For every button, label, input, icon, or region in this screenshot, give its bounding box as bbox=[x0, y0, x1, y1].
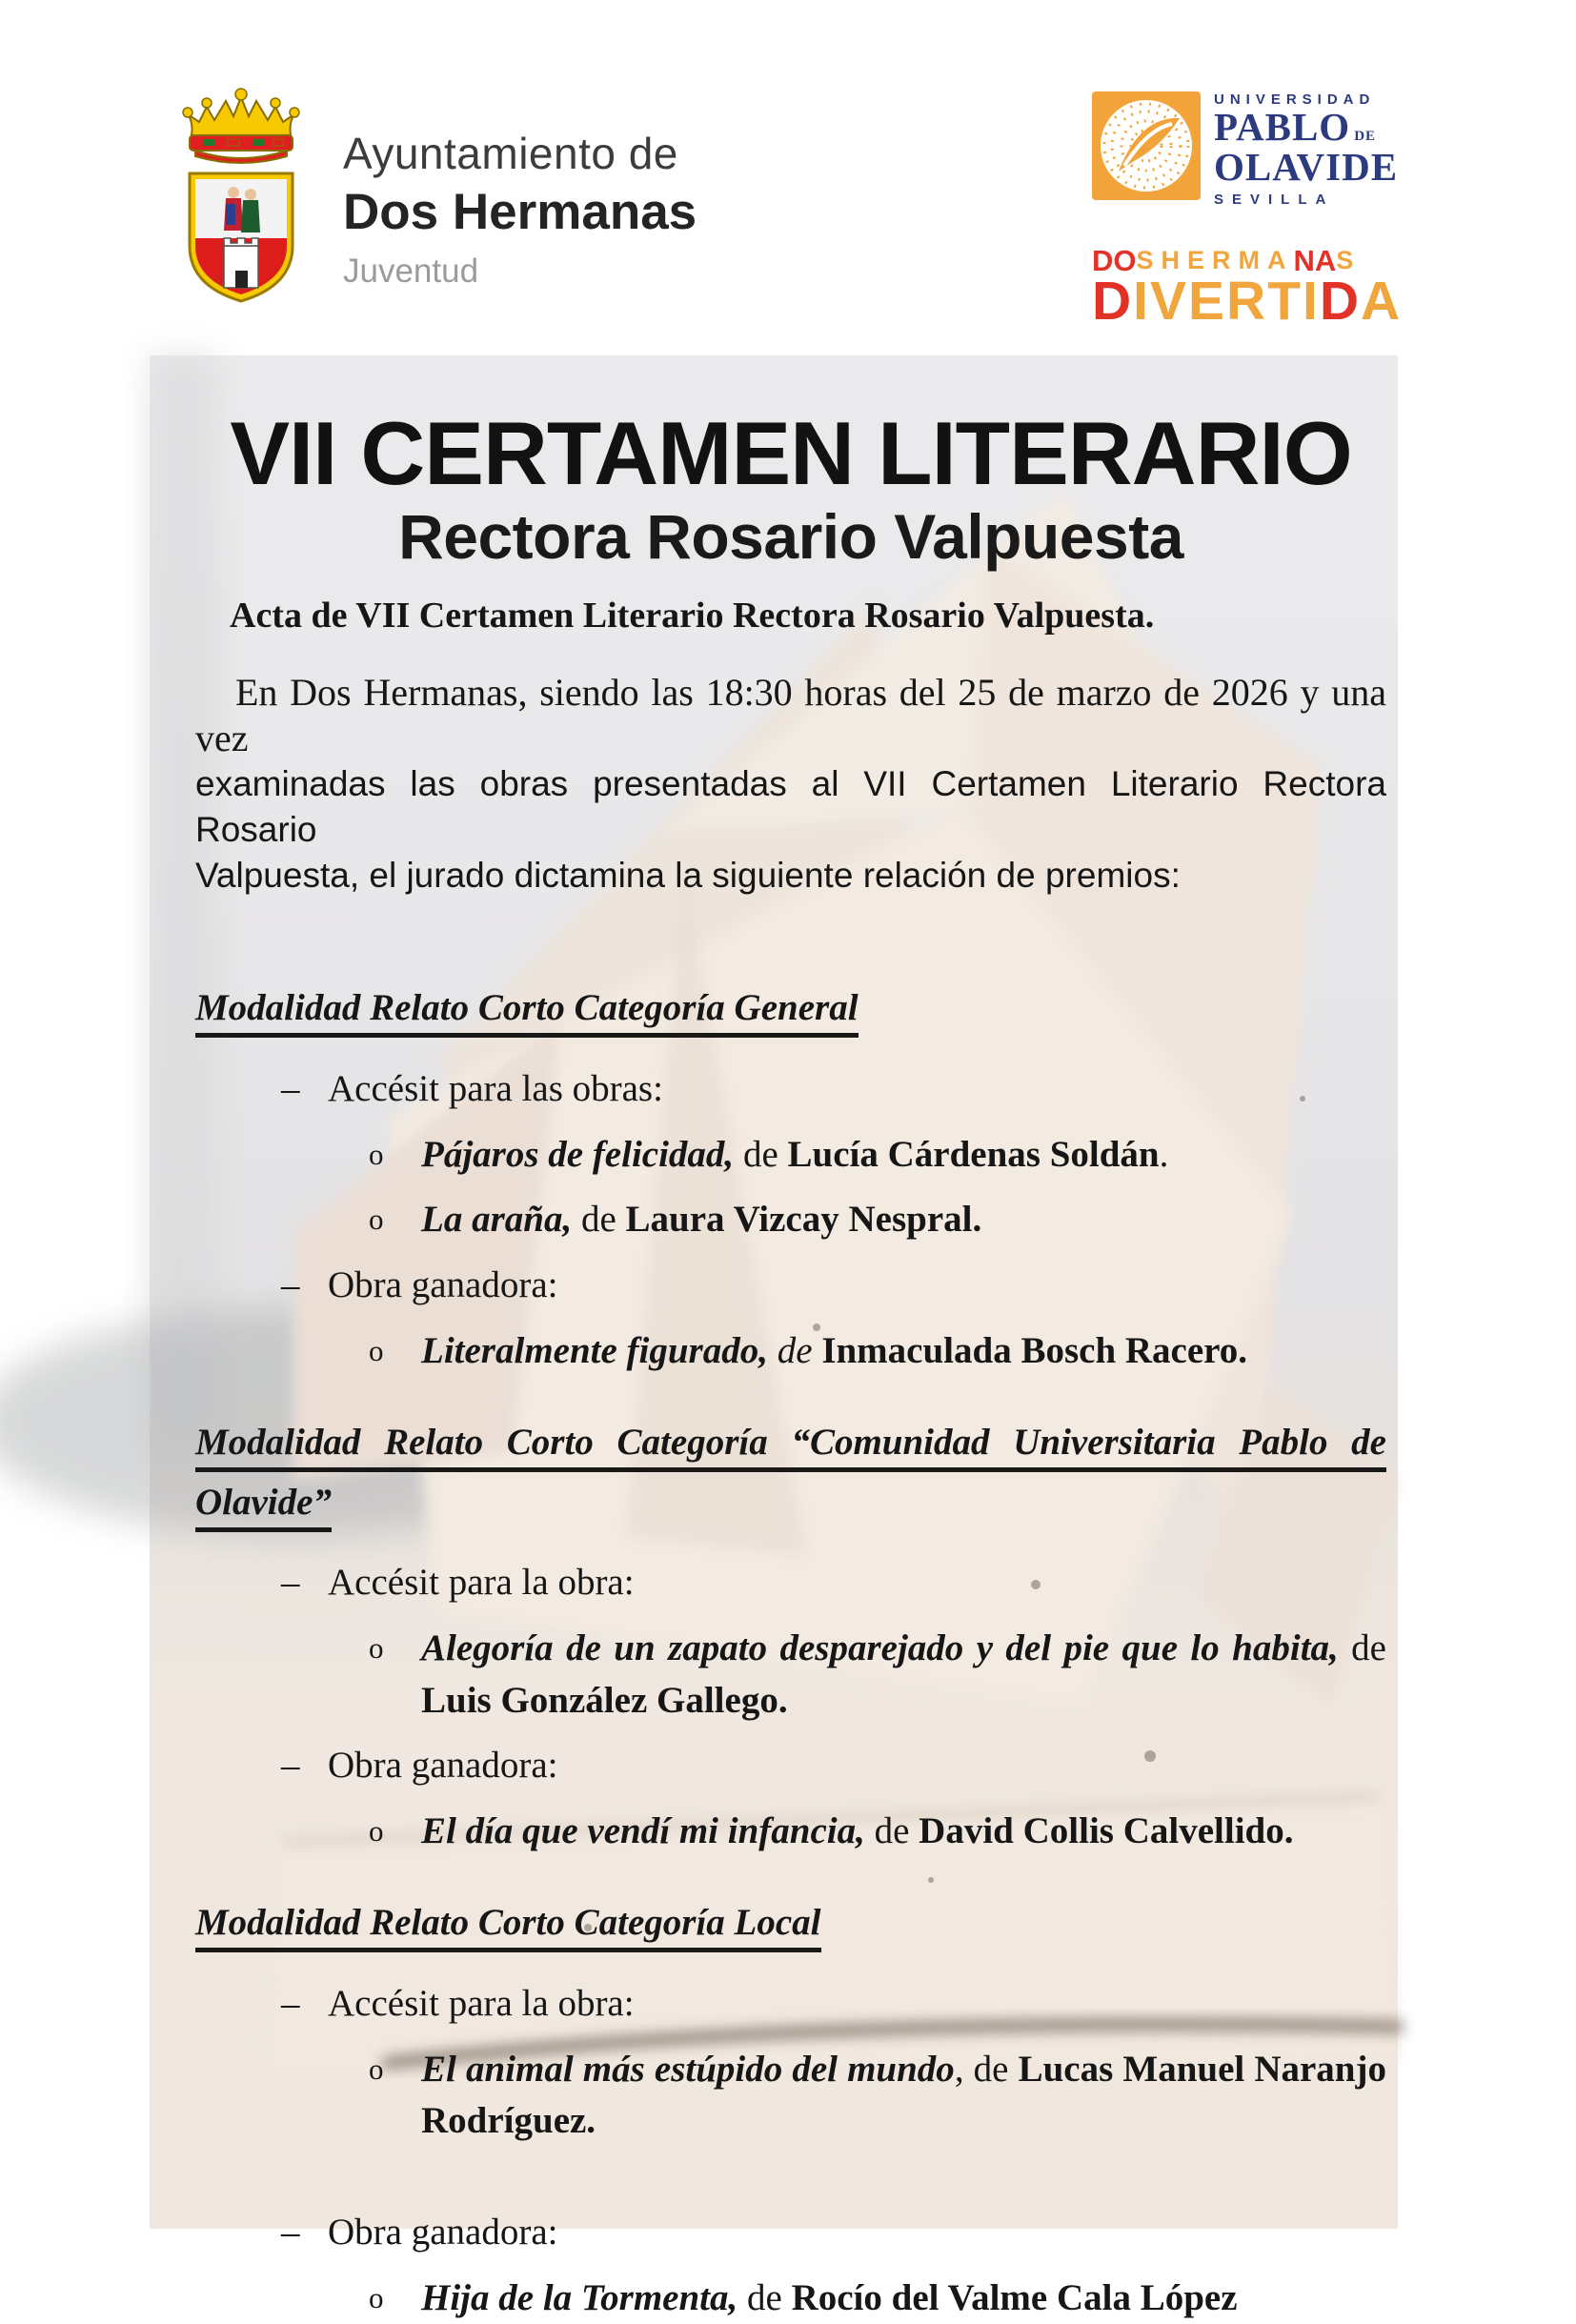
heading-line bbox=[195, 984, 1386, 1033]
text-segment: de bbox=[865, 1810, 919, 1851]
dash-bullet-icon: – bbox=[281, 1557, 328, 1609]
upo-logo bbox=[1092, 91, 1398, 208]
upo-universidad: UNIVERSIDAD bbox=[1214, 91, 1398, 108]
text-segment: de bbox=[1339, 1627, 1386, 1668]
list-item bbox=[195, 1194, 1386, 1246]
acta-line: Acta de VII Certamen Literario Rectora Rosario Valpuesta. bbox=[195, 593, 1386, 639]
item-text bbox=[421, 1129, 1386, 1182]
list-item bbox=[195, 1557, 1386, 1609]
modality-heading bbox=[195, 1419, 1386, 1526]
item-text bbox=[328, 1063, 1386, 1116]
text-segment: Obra ganadora: bbox=[328, 1264, 557, 1305]
circle-bullet-icon: o bbox=[369, 1623, 421, 1727]
text-segment: Lucía Cárdenas Soldán bbox=[788, 1134, 1160, 1175]
intro-line: examinadas las obras presentadas al VII Certamen Literario Rectora Rosario bbox=[195, 761, 1386, 853]
text-segment: La araña, bbox=[421, 1199, 572, 1240]
text-segment: Obra ganadora: bbox=[328, 1745, 557, 1786]
text-segment: de bbox=[768, 1330, 821, 1371]
upo-sun-icon bbox=[1092, 91, 1201, 200]
item-text bbox=[328, 1260, 1386, 1312]
list-item bbox=[195, 1325, 1386, 1378]
heading-line bbox=[195, 1419, 1386, 1467]
list-item bbox=[195, 1063, 1386, 1116]
text-segment: de bbox=[572, 1199, 625, 1240]
text-segment: Accésit para las obras: bbox=[328, 1068, 663, 1109]
dash-bullet-icon: – bbox=[281, 1978, 328, 2031]
intro-line: Valpuesta, el jurado dictamina la siguiente relación de premios: bbox=[195, 853, 1386, 899]
divertida-letters: IVERTI bbox=[1133, 274, 1320, 329]
divertida-letters: SHERMA bbox=[1137, 248, 1294, 275]
divertida-letters: D bbox=[1092, 274, 1133, 329]
text-segment: Accésit para la obra: bbox=[328, 1562, 635, 1603]
modality-section bbox=[195, 1899, 1386, 2324]
text-segment: Accésit para la obra: bbox=[328, 1983, 635, 2024]
item-text bbox=[421, 1325, 1386, 1378]
heading-text: Modalidad Relato Corto Categoría Local bbox=[195, 1902, 821, 1952]
item-text bbox=[328, 2207, 1386, 2259]
circle-bullet-icon: o bbox=[369, 1194, 421, 1246]
text-segment: Alegoría de un zapato desparejado y del pie que lo habita, bbox=[421, 1627, 1339, 1668]
circle-bullet-icon: o bbox=[369, 1129, 421, 1182]
city-logo-text bbox=[343, 128, 697, 291]
list-item bbox=[195, 1978, 1386, 2031]
text-segment: , de bbox=[955, 2049, 1019, 2090]
text-segment: de bbox=[734, 1134, 787, 1175]
item-text bbox=[328, 1557, 1386, 1609]
modality-section bbox=[195, 1419, 1386, 1857]
circle-bullet-icon: o bbox=[369, 2044, 421, 2148]
text-segment: El animal más estúpido del mundo bbox=[421, 2049, 955, 2090]
text-segment: . bbox=[1160, 1134, 1169, 1175]
item-text bbox=[421, 2044, 1386, 2148]
list-item bbox=[195, 1623, 1386, 1727]
list-item bbox=[195, 1740, 1386, 1792]
circle-bullet-icon: o bbox=[369, 1325, 421, 1378]
list-item bbox=[195, 1260, 1386, 1312]
list-item bbox=[195, 2273, 1386, 2324]
modality-heading bbox=[195, 1899, 1386, 1948]
poster-subtitle: Rectora Rosario Valpuesta bbox=[195, 504, 1386, 570]
shield-icon bbox=[190, 173, 293, 301]
crown-icon bbox=[183, 89, 299, 163]
item-text bbox=[421, 2273, 1386, 2324]
divertida-logo bbox=[1092, 246, 1402, 329]
divertida-row2 bbox=[1092, 274, 1402, 329]
upo-logo-text bbox=[1214, 91, 1398, 208]
dash-bullet-icon: – bbox=[281, 1260, 328, 1312]
dash-bullet-icon: – bbox=[281, 1740, 328, 1792]
item-text bbox=[421, 1194, 1386, 1246]
circle-bullet-icon: o bbox=[369, 2273, 421, 2324]
dash-bullet-icon: – bbox=[281, 1063, 328, 1116]
heading-text: Modalidad Relato Corto Categoría General bbox=[195, 987, 859, 1038]
intro-paragraph bbox=[195, 670, 1386, 899]
divertida-letters: D bbox=[1320, 274, 1361, 329]
text-segment: Laura Vizcay Nespral. bbox=[626, 1199, 982, 1240]
poster-photo bbox=[150, 355, 1398, 2229]
item-text bbox=[328, 1978, 1386, 2031]
list-item bbox=[195, 2044, 1386, 2148]
list-item bbox=[195, 1806, 1386, 1858]
text-segment: David Collis Calvellido. bbox=[919, 1810, 1293, 1851]
divertida-letters: NA bbox=[1294, 246, 1337, 275]
heading-text: Modalidad Relato Corto Categoría “Comunidad Universitaria Pablo de bbox=[195, 1422, 1386, 1472]
modality-section bbox=[195, 984, 1386, 1377]
list-item bbox=[195, 2207, 1386, 2259]
tower-icon bbox=[224, 238, 258, 288]
text-segment: Hija de la Tormenta, bbox=[421, 2277, 737, 2318]
modality-heading bbox=[195, 984, 1386, 1033]
circle-bullet-icon: o bbox=[369, 1806, 421, 1858]
text-segment: Inmaculada Bosch Racero. bbox=[821, 1330, 1247, 1371]
upo-sevilla: SEVILLA bbox=[1214, 192, 1398, 208]
org-line-ayuntamiento: Ayuntamiento de bbox=[343, 128, 697, 179]
intro-line: En Dos Hermanas, siendo las 18:30 horas del 25 de marzo de 2026 y una vez bbox=[195, 670, 1386, 761]
item-text bbox=[421, 1806, 1386, 1858]
upo-pablo-word: PABLO bbox=[1214, 108, 1350, 148]
text-segment: Luis González Gallego. bbox=[421, 1680, 788, 1721]
divertida-letters: A bbox=[1361, 274, 1402, 329]
org-line-juventud: Juventud bbox=[343, 253, 697, 291]
text-segment: El día que vendí mi infancia, bbox=[421, 1810, 865, 1851]
text-segment: Pájaros de felicidad, bbox=[421, 1134, 734, 1175]
upo-de-word: DE bbox=[1354, 130, 1376, 148]
heading-line bbox=[195, 1899, 1386, 1948]
text-segment: Rocío del Valme Cala López bbox=[792, 2277, 1238, 2318]
heading-text: Olavide” bbox=[195, 1482, 332, 1532]
poster-content bbox=[150, 355, 1398, 2324]
divertida-letters: S bbox=[1336, 248, 1361, 275]
item-text bbox=[421, 1623, 1386, 1727]
list-item bbox=[195, 1129, 1386, 1182]
divertida-letters: DO bbox=[1092, 246, 1137, 275]
text-segment: Lucas Manuel Naranjo Rodríguez. bbox=[421, 2049, 1386, 2142]
org-line-dos-hermanas: Dos Hermanas bbox=[343, 183, 697, 241]
heading-line bbox=[195, 1479, 1386, 1527]
text-segment: Literalmente figurado, bbox=[421, 1330, 768, 1371]
poster-title: VII CERTAMEN LITERARIO bbox=[195, 407, 1386, 500]
item-text bbox=[328, 1740, 1386, 1792]
upo-pablo bbox=[1214, 108, 1398, 148]
dash-bullet-icon: – bbox=[281, 2207, 328, 2259]
text-segment: Obra ganadora: bbox=[328, 2212, 557, 2253]
text-segment: de bbox=[737, 2277, 791, 2318]
sections bbox=[195, 984, 1386, 2324]
upo-olavide: OLAVIDE bbox=[1214, 148, 1398, 188]
dos-hermanas-crest-icon bbox=[174, 86, 308, 307]
